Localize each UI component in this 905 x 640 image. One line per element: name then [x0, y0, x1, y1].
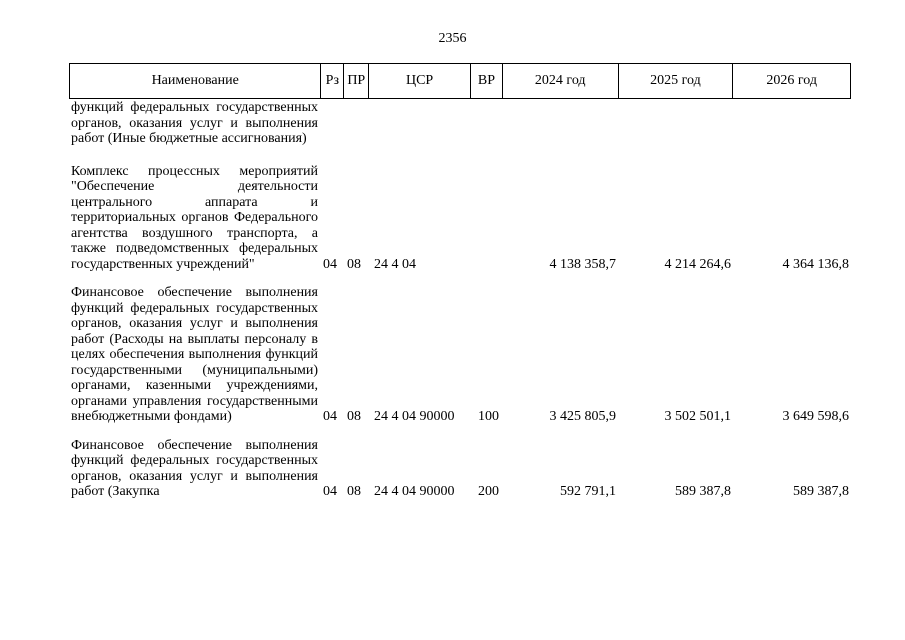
- row-csr: 24 4 04 90000: [374, 409, 455, 424]
- table-body: [71, 100, 851, 500]
- row-name: Финансовое обеспечение выполнения функций федеральных государственных органов, оказания услуг и выполнения работ (Закупка: [71, 437, 318, 499]
- row-rz: 04: [323, 484, 337, 499]
- header-name: Наименование: [70, 64, 321, 98]
- row-2025: 3 502 501,1: [664, 409, 731, 424]
- row-2024: 4 138 358,7: [549, 256, 616, 272]
- header-2025: 2025 год: [619, 64, 734, 98]
- row-2026: 4 364 136,8: [782, 256, 849, 272]
- header-vr: ВР: [471, 64, 503, 98]
- row-csr: 24 4 04 90000: [374, 484, 455, 499]
- row-2024: 3 425 805,9: [549, 409, 616, 424]
- row-rz: 04: [323, 256, 337, 272]
- row-2026: 589 387,8: [793, 484, 849, 499]
- header-2026: 2026 год: [766, 73, 817, 88]
- row-pr: 08: [347, 484, 361, 499]
- row-name: Комплекс процессных мероприятий "Обеспечение деятельности центрального аппарата и территориальных органов Федерального агентства воздушного транспорта, а также подведомственных федеральных государственных учреждений": [71, 163, 318, 272]
- row-csr: 24 4 04: [374, 256, 416, 272]
- table-row: [71, 164, 851, 273]
- row-pr: 08: [347, 256, 361, 272]
- header-pr: ПР: [344, 64, 369, 98]
- table-row: [71, 100, 851, 147]
- header-rz: Рз: [321, 64, 344, 98]
- header-csr: ЦСР: [369, 64, 471, 98]
- row-name: Финансовое обеспечение выполнения функций федеральных государственных органов, оказания услуг и выполнения работ (Расходы на выплаты персоналу в целях обеспечения выполнения функций государственными (муниципальными) органами, казенными учреждениями, органами управления государственными внебюджетными фондами): [71, 285, 318, 424]
- row-vr: 100: [478, 409, 499, 424]
- row-name: функций федеральных государственных органов, оказания услуг и выполнения работ (Иные бюджетные ассигнования): [71, 100, 318, 146]
- row-2025: 589 387,8: [675, 484, 731, 499]
- row-2024: 592 791,1: [560, 484, 616, 499]
- row-2025: 4 214 264,6: [664, 256, 731, 272]
- row-2026: 3 649 598,6: [782, 409, 849, 424]
- row-rz: 04: [323, 409, 337, 424]
- header-2024: 2024 год: [503, 64, 619, 98]
- page-number: 2356: [438, 31, 467, 46]
- table-row: [71, 438, 851, 500]
- row-vr: 200: [478, 484, 499, 499]
- table-header: [69, 63, 851, 99]
- row-pr: 08: [347, 409, 361, 424]
- table-row: [71, 285, 851, 425]
